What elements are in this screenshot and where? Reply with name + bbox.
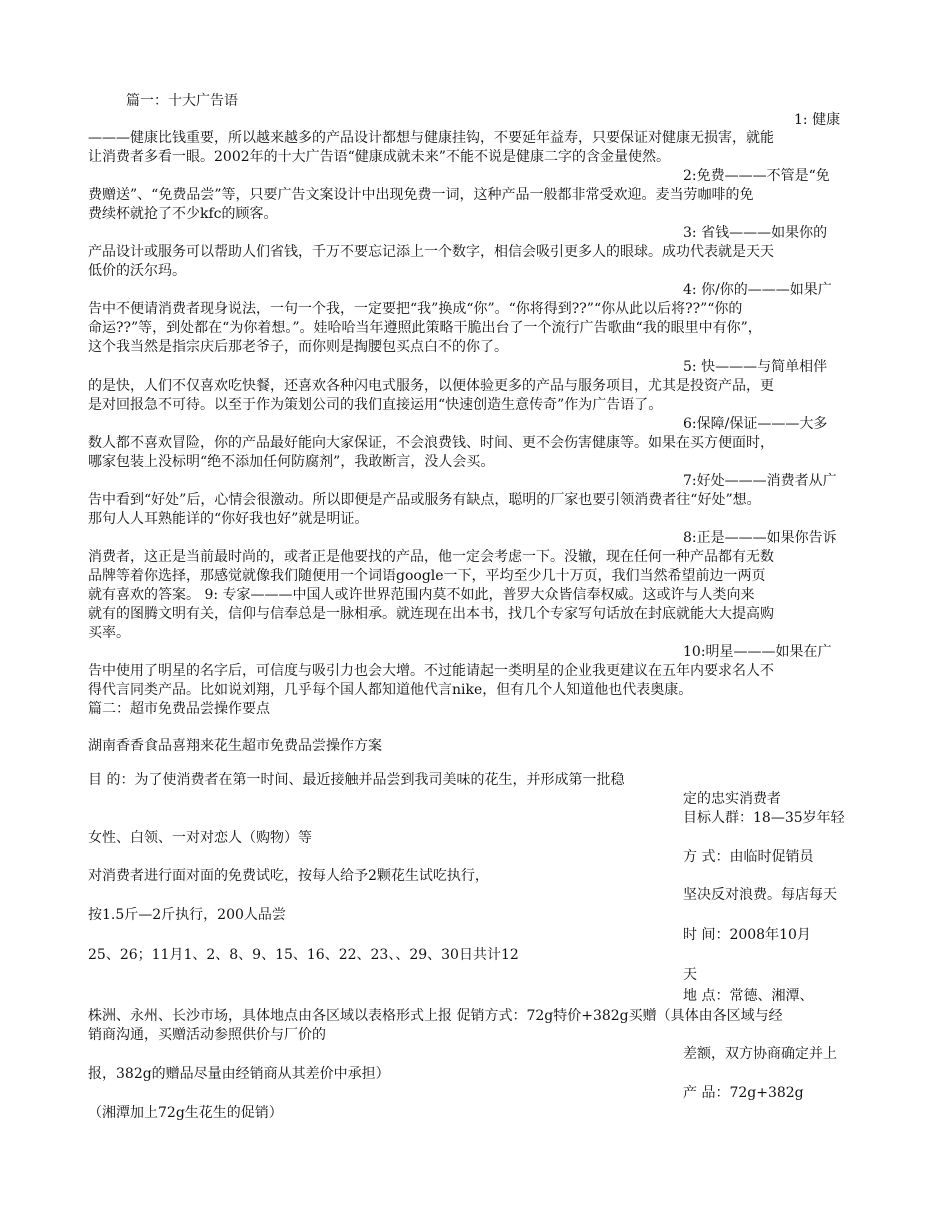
text-line: 目 的：为了使消费者在第一时间、最近接触并品尝到我司美味的花生，并形成第一批稳: [88, 772, 625, 788]
text-line: 是对回报急不可待。以至于作为策划公司的我们直接运用“快速创造生意传奇”作为广告语了。: [88, 397, 663, 413]
text-line: 得代言同类产品。比如说刘翔，几乎每个国人都知道他代言nike，但有几个人知道他也代表奥康。: [88, 682, 693, 698]
text-line: 让消费者多看一眼。2002年的十大广告语“健康成就未来”不能不说是健康二字的含金量使然。: [88, 149, 670, 165]
text-line: 7:好处———消费者从广: [683, 473, 837, 489]
text-line: 定的忠实消费者: [683, 791, 781, 807]
text-line: 6:保障/保证———大多: [683, 416, 828, 432]
text-line: 就有的图腾文明有关，信仰与信奉总是一脉相承。就连现在出本书，找几个专家写句话放在封底就能大大提高购: [88, 606, 774, 622]
text-line: 品牌等着你选择，那感觉就像我们随便用一个词语google一下，平均至少几十万页，我们当然希望前边一两页: [88, 568, 766, 584]
text-line: 4: 你/你的———如果广: [683, 282, 832, 298]
text-line: 25、26；11月1、2、8、9、15、16、22、23、、29、30日共计12: [88, 947, 519, 963]
text-line: 2:免费———不管是“免: [683, 168, 830, 184]
section2-heading: 篇二：超市免费品尝操作要点: [88, 701, 270, 717]
text-line: 地 点：常德、湘潭、: [683, 988, 814, 1004]
text-line: 费续杯就抢了不少kfc的顾客。: [88, 206, 278, 222]
text-line: 产品设计或服务可以帮助人们省钱，千万不要忘记添上一个数字，相信会吸引更多人的眼球。成功代表就是天天: [88, 244, 774, 260]
text-line: 对消费者进行面对面的免费试吃，按每人给予2颗花生试吃执行，: [88, 868, 489, 884]
text-line: 这个我当然是指宗庆后那老爷子，而你则是掏腰包买点白不的你了。: [88, 339, 508, 355]
text-line: 命运??”等，到处都在“为你着想。”。娃哈哈当年遵照此策略干脆出台了一个流行广告歌曲“我的眼里中有你”，: [88, 320, 762, 336]
text-line: 5: 快———与简单相伴: [683, 359, 828, 375]
text-line: 坚决反对浪费。每店每天: [683, 887, 837, 903]
text-line: 8:正是———如果你告诉: [683, 530, 837, 546]
text-line: 那句人人耳熟能详的“你好我也好”就是明证。: [88, 511, 369, 527]
text-line: 女性、白领、一对对恋人（购物）等: [88, 830, 312, 846]
text-line: 消费者，这正是当前最时尚的，或者正是他要找的产品，他一定会考虑一下。没辙，现在任何一种产品都有无数: [88, 549, 774, 565]
text-line: 时 间：2008年10月: [683, 927, 811, 943]
text-line: 哪家包装上没标明“绝不添加任何防腐剂”，我敢断言，没人会买。: [88, 454, 495, 470]
text-line: 3: 省钱———如果你的: [683, 225, 828, 241]
section1-heading: 篇一：十大广告语: [126, 93, 238, 109]
text-line: 的是快，人们不仅喜欢吃快餐，还喜欢各种闪电式服务，以便体验更多的产品与服务项目，尤其是投资产品，更: [88, 378, 774, 394]
text-line: 目标人群：18—35岁年轻: [683, 810, 845, 826]
text-line: 10:明星———如果在广: [683, 644, 832, 660]
text-line: （湘潭加上72g生花生的促销）: [88, 1105, 283, 1121]
text-line: 买率。: [88, 625, 130, 641]
text-line: 1: 健康: [794, 112, 841, 128]
text-line: 告中使用了明星的名字后，可信度与吸引力也会大增。不过能请起一类明星的企业我更建议在五年内要求名人不: [88, 663, 774, 679]
text-line: 费赠送”、“免费品尝”等，只要广告文案设计中出现免费一词，这种产品一般都非常受欢迎。麦当劳咖啡的免: [88, 187, 754, 203]
text-line: 数人都不喜欢冒险，你的产品最好能向大家保证，不会浪费钱、时间、更不会伤害健康等。如果在买方便面时，: [88, 435, 774, 451]
text-line: 销商沟通，买赠活动参照供价与厂价的: [88, 1027, 326, 1043]
text-line: 株洲、永州、长沙市场，具体地点由各区域以表格形式上报 促销方式：72g特价+382g买赠（具体由各区域与经: [88, 1008, 783, 1024]
text-line: 告中看到“好处”后，心情会很激动。所以即便是产品或服务有缺点，聪明的厂家也要引领消费者往“好处”想。: [88, 492, 761, 508]
text-line: 按1.5斤—2斤执行，200人品尝: [88, 907, 286, 923]
text-line: 差额，双方协商确定并上: [683, 1046, 837, 1062]
text-line: ———健康比钱重要，所以越来越多的产品设计都想与健康挂钩，不要延年益寿，只要保证对健康无损害，就能: [88, 130, 774, 146]
text-line: 天: [683, 967, 697, 983]
text-line: 低价的沃尔玛。: [88, 263, 186, 279]
text-line: 产 品：72g+382g: [683, 1085, 804, 1101]
text-line: 告中不便请消费者现身说法，一句一个我，一定要把“我”换成“你”。“你将得到??”“你从此以后将??”“你的: [88, 301, 743, 317]
text-line: 方 式：由临时促销员: [683, 849, 814, 865]
text-line: 报，382g的赠品尽量由经销商从其差价中承担）: [88, 1066, 390, 1082]
text-line: 湖南香香食品喜翔来花生超市免费品尝操作方案: [88, 738, 382, 754]
text-line: 就有喜欢的答案。 9: 专家———中国人或许世界范围内莫不如此，普罗大众皆信奉权威。这或许与人类向来: [88, 587, 755, 603]
